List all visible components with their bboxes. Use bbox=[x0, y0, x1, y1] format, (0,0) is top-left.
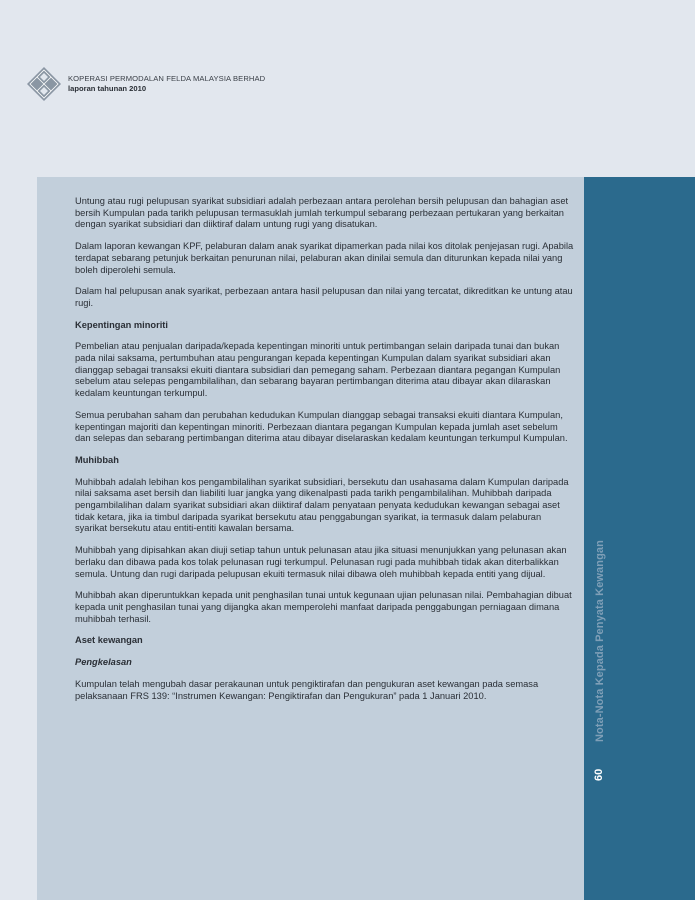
heading-muhibbah: Muhibbah bbox=[75, 454, 119, 465]
side-band bbox=[584, 177, 695, 900]
organization-name: KOPERASI PERMODALAN FELDA MALAYSIA BERHAD bbox=[68, 74, 266, 83]
page-number: 60 bbox=[593, 768, 605, 781]
section-title-vertical: Nota-Nota Kepada Penyata Kewangan bbox=[594, 540, 606, 742]
paragraph: Untung atau rugi pelupusan syarikat subsidiari adalah perbezaan antara perolehan bersih pelupusan dan bahagian aset bersih Kumpulan pada tarikh pelupusan termasuklah jumlah terkumpul sebarang perbezaan pertukaran yang berkaitan dengan syarikat subsidiari dan diiktiraf dalam untung rugi yang disatukan. bbox=[75, 196, 569, 230]
paragraph: Semua perubahan saham dan perubahan kedudukan Kumpulan dianggap sebagai transaksi ekuiti diantara Kumpulan, kepentingan majoriti dan kepentingan minoriti. Perbezaan diantara pegangan Kumpulan kepada jumlah aset sebelum dan selepas dan sebarang pertimbangan diterima atau dibayar diselaraskan kedalam keuntungan terkumpul Kumpulan. bbox=[75, 409, 568, 444]
paragraph: Kumpulan telah mengubah dasar perakaunan untuk pengiktirafan dan pengukuran aset kewangan pada semasa pelaksanaan FRS 139: “Instrumen Kewangan: Pengiktirafan dan Pengukuran” pada 1 Januari 2010. bbox=[75, 678, 539, 701]
subheading-pengkelasan: Pengkelasan bbox=[75, 657, 132, 668]
kpf-logo-icon bbox=[26, 66, 62, 102]
heading-kepentingan-minoriti: Kepentingan minoriti bbox=[75, 319, 168, 330]
paragraph: Dalam laporan kewangan KPF, pelaburan dalam anak syarikat dipamerkan pada nilai kos ditolak penjejasan rugi. Apabila terdapat sebarang petunjuk berkaitan penurunan nilai, pelaburan akan dinilai semula dan diturunkan kepada nilai yang boleh diperolehi semula. bbox=[75, 241, 574, 275]
heading-aset-kewangan: Aset kewangan bbox=[75, 635, 143, 646]
paragraph: Muhibbah akan diperuntukkan kepada unit penghasilan tunai untuk kegunaan ujian pelunasan nilai. Pembahagian dibuat kepada unit penghasilan tunai yang dijangka akan memperolehi manfaat daripada penggabungan perniagaan dimana muhibbah terhasil. bbox=[75, 590, 572, 624]
document-header bbox=[26, 66, 426, 106]
paragraph: Muhibbah adalah lebihan kos pengambilalihan syarikat subsidiari, bersekutu dan usahasama dalam Kumpulan daripada nilai saksama aset bersih dan liabiliti luar jangka yang dikenalpasti pada tarikh pengambilalihan. Muhibbah daripada pengambilalihan dalam syarikat subsidiari akan diiktiraf dalam penyataan penyata kedudukan kewangan sebagai aset tidak ketara, jika ia timbul daripada syarikat bersekutu atau penggabungan syarikat, ia termasuk dalam pelaburan syarikat bersekutu atau entiti-entiti kawalan bersama. bbox=[75, 476, 569, 534]
paragraph: Dalam hal pelupusan anak syarikat, perbezaan antara hasil pelupusan dan nilai yang tercatat, dikreditkan ke untung atau rugi. bbox=[75, 286, 573, 308]
paragraph: Pembelian atau penjualan daripada/kepada kepentingan minoriti untuk pertimbangan selain daripada tunai dan bukan pada nilai saksama, pertumbuhan atau pengurangan kepada kepentingan Kumpulan dalam syarikat subsidiari akan dianggap sebagai transaksi ekuiti diantara subsidiari dan pemegang saham. Perbezaan diantara pegangan Kumpulan sebelum atau selepas pengambilalihan, dan sebarang bayaran pertimbangan diterima atau dibayar akan dilaraskan kedalam keuntungan terkumpul. bbox=[75, 341, 561, 399]
body-text bbox=[75, 196, 575, 712]
report-name: laporan tahunan 2010 bbox=[68, 84, 147, 93]
paragraph: Muhibbah yang dipisahkan akan diuji setiap tahun untuk pelunasan atau jika situasi menunjukkan yang pelunasan akan berlaku dan dibawa pada kos tolak pelunasan rugi terkumpul. Pelunasan rugi pada muhibbah tidak akan diterbalikkan semula. Untung dan rugi daripada pelupusan ekuiti termasuk nilai dibawa oleh muhibbah kepada entiti yang dijual. bbox=[75, 545, 567, 579]
